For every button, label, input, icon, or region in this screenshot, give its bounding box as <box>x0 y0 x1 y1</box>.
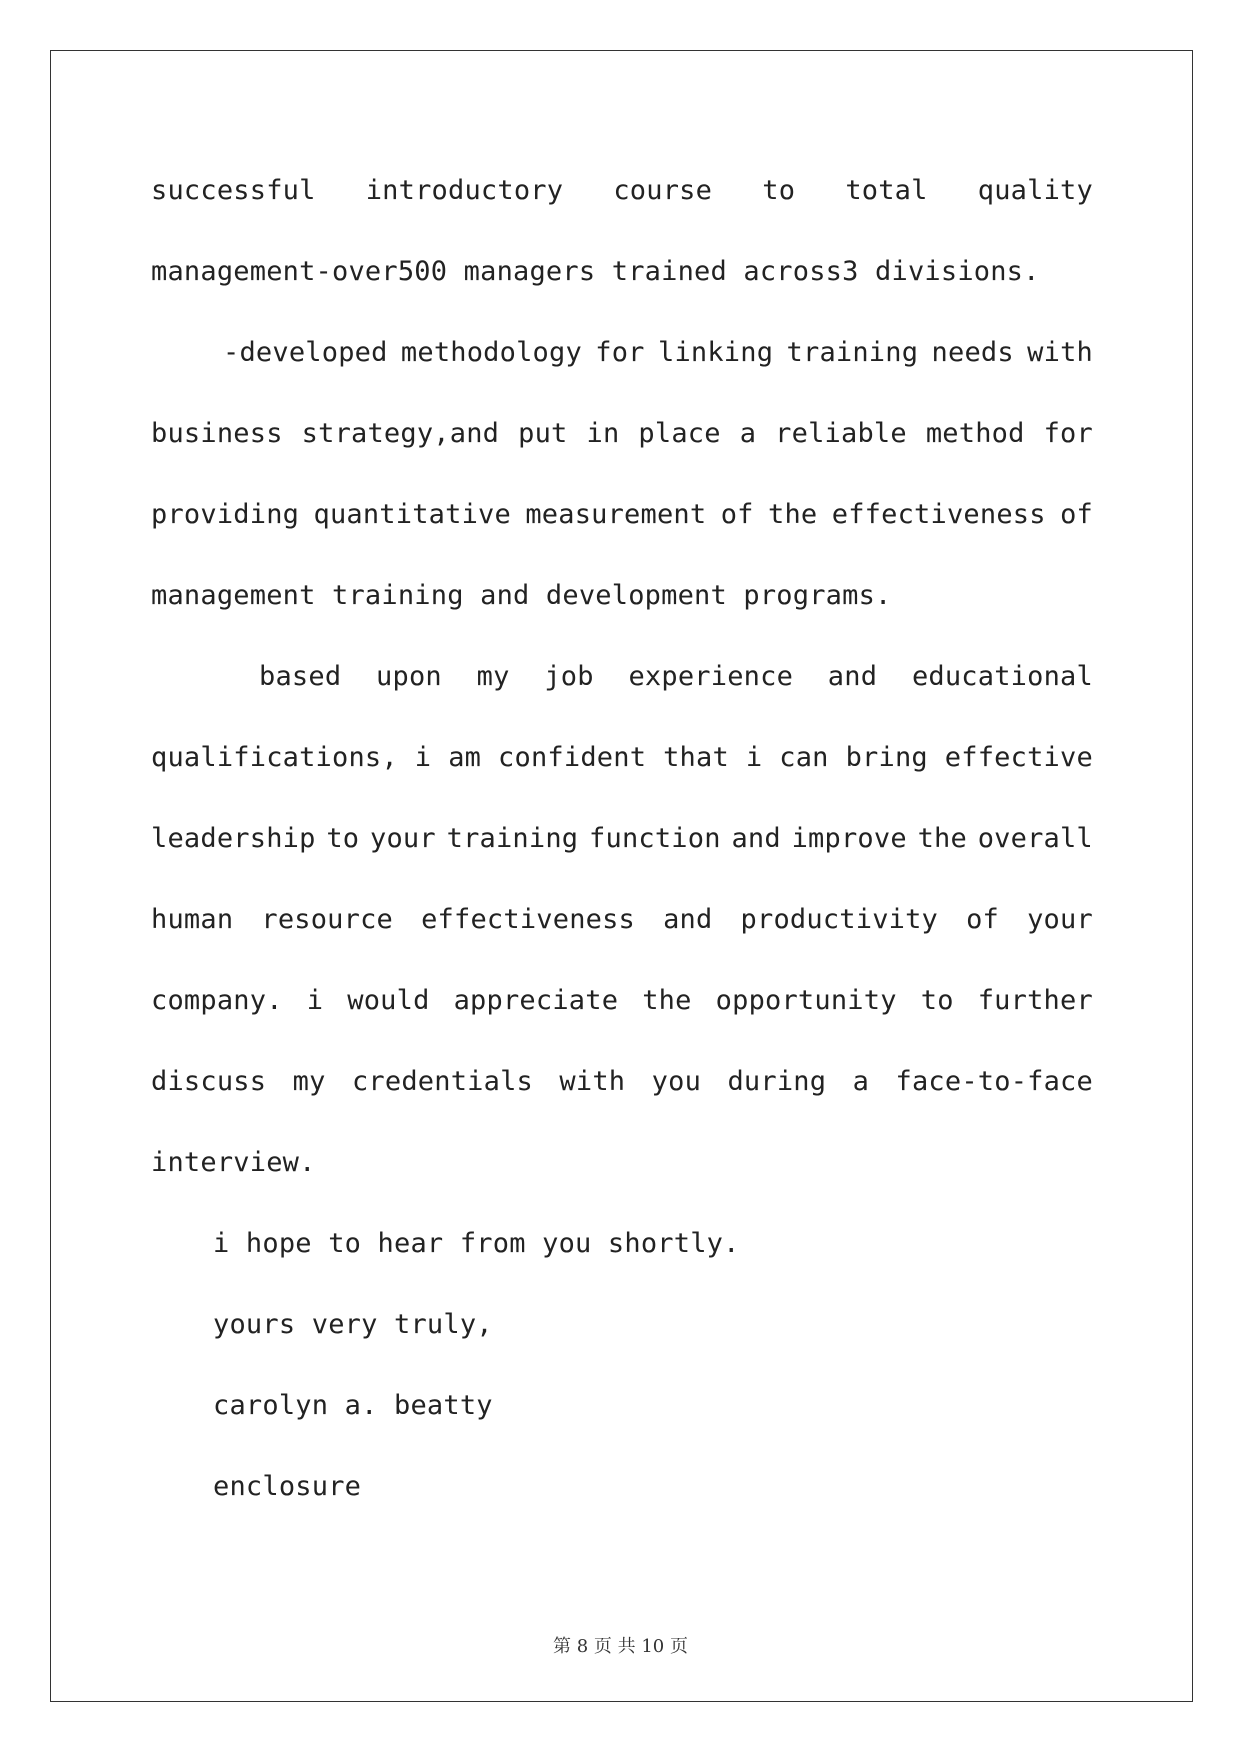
word: for <box>1043 418 1093 449</box>
word: experience <box>628 661 794 692</box>
word: can <box>779 742 829 773</box>
text-line: management training and development programs. <box>151 580 892 611</box>
word: and <box>663 904 713 935</box>
word: and <box>827 661 878 692</box>
text-line <box>151 981 1093 1021</box>
text-line: yours very truly, <box>213 1309 493 1340</box>
word: job <box>544 661 594 692</box>
text-line <box>151 414 1093 454</box>
text-line: i hope to hear from you shortly. <box>213 1228 740 1259</box>
word: reliable <box>775 418 907 449</box>
word: i <box>745 742 763 773</box>
text-line: interview. <box>151 1147 316 1178</box>
word: you <box>651 1066 702 1097</box>
word: am <box>448 742 482 773</box>
word: my <box>476 661 510 692</box>
text-line: enclosure <box>213 1471 362 1502</box>
word: credentials <box>351 1066 533 1097</box>
word: your <box>370 823 436 854</box>
text-line: carolyn a. beatty <box>213 1390 493 1421</box>
word: a <box>852 1066 870 1097</box>
word: opportunity <box>715 985 897 1016</box>
text-line <box>151 900 1093 940</box>
text-line <box>151 819 1093 859</box>
word: would <box>347 985 430 1016</box>
word: method <box>925 418 1025 449</box>
word: successful <box>151 175 316 206</box>
word: introductory <box>365 175 564 206</box>
word: the <box>768 499 818 530</box>
word: strategy,and <box>301 418 500 449</box>
word: that <box>663 742 729 773</box>
word: human <box>151 904 234 935</box>
page-number-footer: 第 8 页 共 10 页 <box>553 1636 688 1657</box>
word: further <box>977 985 1093 1016</box>
word: training <box>786 337 919 368</box>
word: overall <box>977 823 1093 854</box>
word: training <box>446 823 579 854</box>
word: of <box>720 499 754 530</box>
word: function <box>589 823 721 854</box>
word: total <box>845 175 928 206</box>
text-line <box>151 1062 1093 1102</box>
word: productivity <box>740 904 939 935</box>
word: qualifications, <box>151 742 398 773</box>
word: discuss <box>151 1066 267 1097</box>
word: to <box>762 175 796 206</box>
word: appreciate <box>453 985 619 1016</box>
text-line <box>259 657 1093 697</box>
word: measurement <box>525 499 707 530</box>
word: with <box>559 1066 626 1097</box>
text-line <box>151 495 1093 535</box>
word: needs <box>931 337 1014 368</box>
word: in <box>586 418 620 449</box>
word: of <box>1060 499 1093 530</box>
word: quality <box>977 175 1093 206</box>
word: quantitative <box>313 499 511 530</box>
word: educational <box>911 661 1093 692</box>
word: of <box>966 904 1000 935</box>
word: a <box>739 418 757 449</box>
word: course <box>613 175 713 206</box>
text-line <box>223 333 1093 373</box>
word: for <box>595 337 645 368</box>
word: company. <box>151 985 283 1016</box>
word: i <box>306 985 324 1016</box>
word: resource <box>261 904 394 935</box>
word: to <box>920 985 954 1016</box>
word: effectiveness <box>831 499 1046 530</box>
word: business <box>151 418 283 449</box>
word: the <box>642 985 692 1016</box>
text-line: management-over500 managers trained across3 divisions. <box>151 256 1040 287</box>
word: based <box>259 661 342 692</box>
word: your <box>1027 904 1093 935</box>
word: the <box>917 823 967 854</box>
word: upon <box>376 661 442 692</box>
word: bring <box>845 742 928 773</box>
word: during <box>727 1066 827 1097</box>
word: put <box>518 418 568 449</box>
word: to <box>326 823 360 854</box>
word: -developed <box>223 337 388 368</box>
word: effective <box>944 742 1093 773</box>
word: providing <box>151 499 300 530</box>
text-line <box>151 738 1093 778</box>
word: with <box>1027 337 1093 368</box>
word: i <box>414 742 432 773</box>
word: improve <box>791 823 907 854</box>
word: place <box>638 418 721 449</box>
word: linking <box>657 337 774 368</box>
word: face-to-face <box>895 1066 1093 1097</box>
page-border <box>50 50 1193 1702</box>
word: and <box>731 823 781 854</box>
word: confident <box>498 742 647 773</box>
word: effectiveness <box>421 904 636 935</box>
word: leadership <box>151 823 316 854</box>
word: my <box>292 1066 326 1097</box>
word: methodology <box>400 337 582 368</box>
text-line <box>151 171 1093 211</box>
